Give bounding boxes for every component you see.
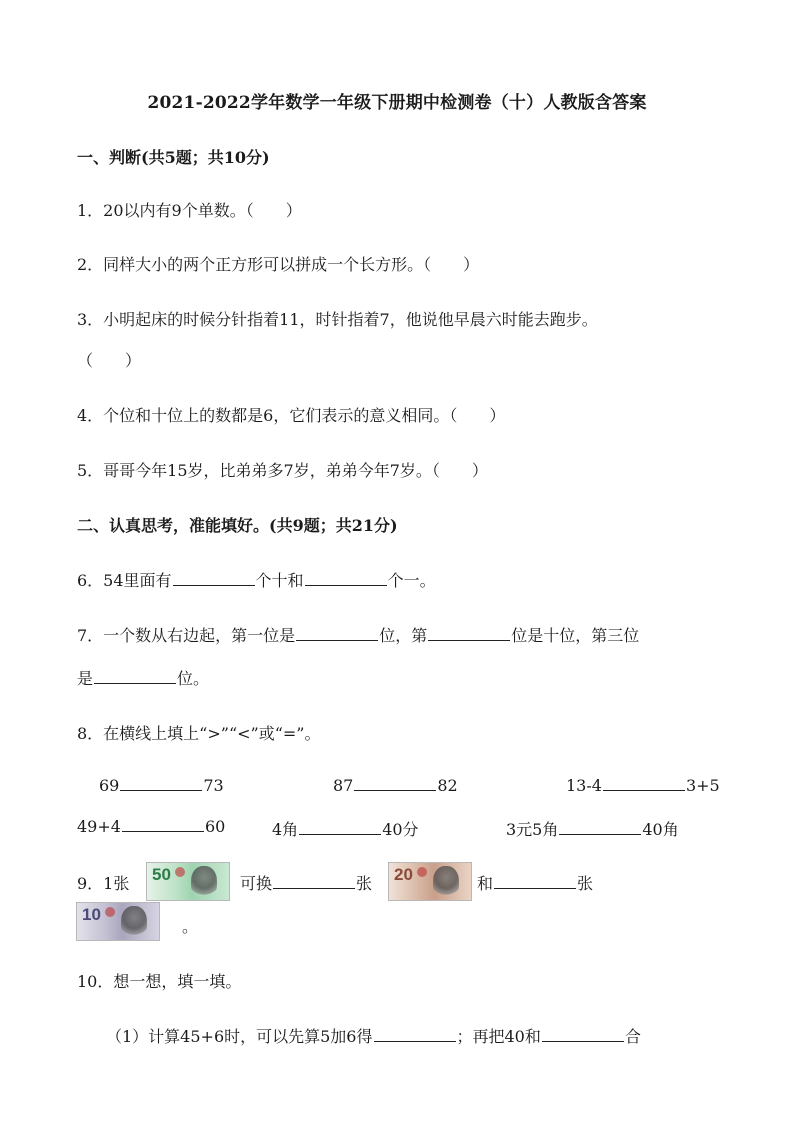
- question-10-sub-1-text-b: ；再把40和: [456, 1027, 541, 1046]
- answer-blank[interactable]: [428, 639, 510, 641]
- question-1: 1．20以内有9个单数。（ ）: [77, 201, 302, 220]
- comparison-left: 49+4: [77, 817, 121, 836]
- answer-blank[interactable]: [305, 584, 387, 586]
- question-6-text-c: 个一。: [387, 571, 436, 590]
- answer-blank[interactable]: [299, 833, 381, 835]
- page-title: 2021-2022学年数学一年级下册期中检测卷（十）人教版含答案: [147, 93, 647, 113]
- comparison-item: [506, 817, 679, 840]
- banknote-denomination: 10: [82, 905, 101, 924]
- comparison-item: [333, 776, 458, 795]
- answer-blank[interactable]: [374, 1040, 456, 1042]
- question-7-text-c: 位是十位，第三位: [511, 626, 640, 645]
- question-6-text-b: 个十和: [255, 571, 304, 590]
- question-9-period: 。: [182, 917, 199, 936]
- answer-blank[interactable]: [603, 789, 685, 791]
- question-3-line-1: 3．小明起床的时候分针指着11，时针指着7，他说他早晨六时能去跑步。: [77, 310, 598, 329]
- question-7-text-d: 是: [77, 669, 94, 688]
- answer-blank[interactable]: [559, 833, 641, 835]
- comparison-right: 40分: [382, 820, 419, 839]
- answer-blank[interactable]: [354, 789, 436, 791]
- question-2: 2．同样大小的两个正方形可以拼成一个长方形。（ ）: [77, 255, 480, 274]
- question-10-sub-1-text-a: （1）计算45+6时，可以先算5加6得: [106, 1027, 373, 1046]
- question-5: 5．哥哥今年15岁，比弟弟多7岁，弟弟今年7岁。（ ）: [77, 461, 488, 480]
- banknote-denomination: 20: [394, 865, 413, 884]
- answer-blank[interactable]: [273, 887, 355, 889]
- question-8-prompt: 8．在横线上填上“>”“<”或“=”。: [77, 724, 321, 743]
- question-9-end: [477, 871, 593, 894]
- comparison-right: 73: [203, 776, 224, 795]
- question-6: [77, 568, 436, 591]
- question-10-sub-1: [106, 1024, 641, 1047]
- answer-blank[interactable]: [296, 639, 378, 641]
- question-7-line-1: [77, 623, 639, 646]
- comparison-right: 40角: [642, 820, 679, 839]
- answer-blank[interactable]: [94, 682, 176, 684]
- question-9-middle: [240, 871, 372, 894]
- comparison-right: 3+5: [685, 776, 720, 795]
- answer-blank[interactable]: [494, 887, 576, 889]
- answer-blank[interactable]: [542, 1040, 624, 1042]
- question-10-sub-1-text-c: 合: [624, 1027, 641, 1046]
- question-7-text-e: 位。: [177, 669, 210, 688]
- question-7-line-2: [77, 666, 209, 689]
- banknote-50-image: [146, 862, 230, 901]
- answer-blank[interactable]: [173, 584, 255, 586]
- question-9-text-c: 张: [356, 874, 373, 893]
- question-9-text-e: 张: [577, 874, 594, 893]
- portrait-icon: [191, 866, 217, 898]
- answer-blank[interactable]: [120, 789, 202, 791]
- question-7-text-b: 位，第: [379, 626, 428, 645]
- comparison-right: 82: [437, 776, 458, 795]
- banknote-denomination: 50: [152, 865, 171, 884]
- comparison-left: 87: [333, 776, 354, 795]
- comparison-left: 4角: [272, 820, 299, 839]
- question-4: 4．个位和十位上的数都是6，它们表示的意义相同。（ ）: [77, 406, 506, 425]
- question-7-text-a: 7．一个数从右边起，第一位是: [77, 626, 296, 645]
- section-1-heading: 一、判断(共5题；共10分): [77, 148, 270, 167]
- comparison-item: [99, 776, 224, 795]
- portrait-icon: [433, 866, 459, 898]
- banknote-20-image: [388, 862, 472, 901]
- answer-blank[interactable]: [122, 830, 204, 832]
- question-9-text-d: 和: [477, 874, 494, 893]
- comparison-left: 3元5角: [506, 820, 559, 839]
- comparison-left: 69: [99, 776, 120, 795]
- emblem-icon: [175, 867, 185, 877]
- emblem-icon: [417, 867, 427, 877]
- section-2-heading: 二、认真思考，准能填好。(共9题；共21分): [77, 516, 398, 535]
- comparison-item: [272, 817, 419, 840]
- portrait-icon: [121, 906, 147, 938]
- comparison-right: 60: [204, 817, 226, 836]
- question-10-prompt: 10．想一想，填一填。: [77, 972, 242, 991]
- question-6-text-a: 6．54里面有: [77, 571, 172, 590]
- banknote-10-image: [76, 902, 160, 941]
- comparison-left: 13-4: [566, 776, 602, 795]
- emblem-icon: [105, 907, 115, 917]
- question-9-text-b: 可换: [240, 874, 273, 893]
- comparison-item: [77, 817, 225, 836]
- comparison-item: [566, 776, 720, 795]
- question-9-text-a: 9．1张: [77, 874, 130, 893]
- question-3-line-2: （ ）: [77, 351, 142, 370]
